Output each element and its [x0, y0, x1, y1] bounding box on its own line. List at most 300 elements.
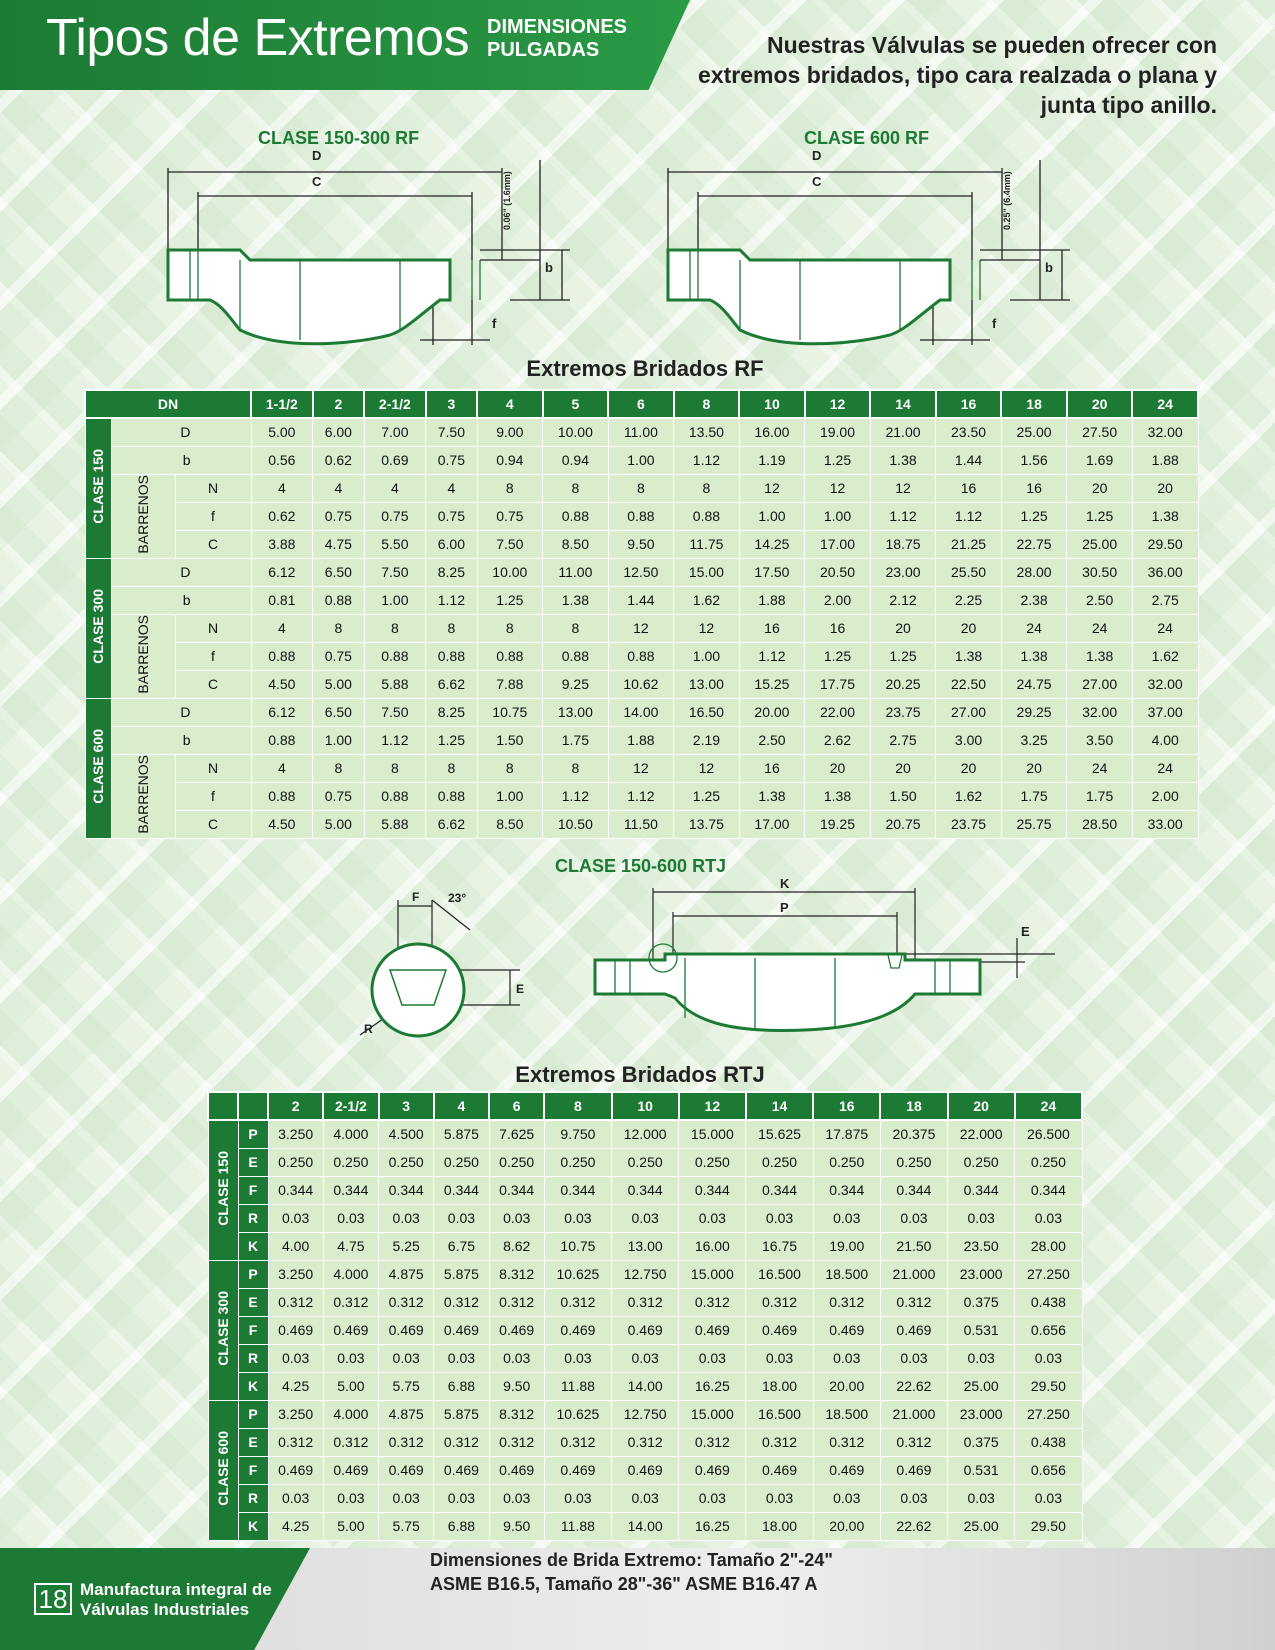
table-cell: 0.250	[379, 1148, 434, 1176]
row-label: F	[238, 1176, 268, 1204]
table-cell: 1.12	[426, 586, 477, 614]
table-cell: 29.50	[1015, 1372, 1082, 1400]
table-cell: 22.00	[805, 698, 871, 726]
table-cell: 16	[1001, 474, 1067, 502]
table-cell: 0.344	[379, 1176, 434, 1204]
table-cell: 14.00	[612, 1512, 679, 1540]
table-cell: 0.03	[813, 1484, 880, 1512]
table-cell: 0.344	[268, 1176, 323, 1204]
size-header: 4	[477, 390, 543, 418]
table-cell: 0.03	[880, 1344, 947, 1372]
table-cell: 16.00	[739, 418, 805, 446]
table-cell: 37.00	[1132, 698, 1198, 726]
row-label: P	[238, 1120, 268, 1148]
table-cell: 0.250	[948, 1148, 1015, 1176]
table-cell: 22.50	[936, 670, 1002, 698]
table-cell: 1.38	[805, 782, 871, 810]
table-row	[208, 1260, 1082, 1288]
table-cell: 0.75	[426, 446, 477, 474]
table-cell: 5.25	[379, 1232, 434, 1260]
table-cell: 0.88	[313, 586, 364, 614]
table-cell: 4.75	[323, 1232, 378, 1260]
table-cell: 0.03	[268, 1484, 323, 1512]
svg-text:R: R	[364, 1022, 373, 1036]
table-cell: 3.250	[268, 1400, 323, 1428]
size-header: 18	[1001, 390, 1067, 418]
table-cell: 0.03	[544, 1344, 611, 1372]
page-number: 18	[34, 1583, 72, 1615]
table-cell: 27.250	[1015, 1400, 1082, 1428]
table-cell: 12	[870, 474, 936, 502]
table-cell: 12	[674, 754, 740, 782]
table-cell: 18.00	[746, 1372, 813, 1400]
table-cell: 0.88	[251, 726, 313, 754]
table-cell: 25.00	[1067, 530, 1133, 558]
table-cell: 8.50	[477, 810, 543, 838]
table-cell: 0.03	[323, 1344, 378, 1372]
table-cell: 0.312	[813, 1428, 880, 1456]
flange-rf600-drawing	[650, 150, 1090, 360]
class-label-text: CLASE 600	[90, 729, 106, 804]
table-cell: 0.75	[477, 502, 543, 530]
table-cell: 4.000	[323, 1260, 378, 1288]
rtj-table-title: Extremos Bridados RTJ	[515, 1062, 765, 1087]
table-row	[208, 1288, 1082, 1316]
table-cell: 1.25	[870, 642, 936, 670]
table-cell: 20.375	[880, 1120, 947, 1148]
class-label-text: CLASE 300	[215, 1291, 231, 1366]
table-cell: 5.00	[323, 1512, 378, 1540]
table-cell: 0.469	[323, 1316, 378, 1344]
table-row	[85, 754, 1198, 782]
table-row	[85, 782, 1198, 810]
row-label: E	[238, 1148, 268, 1176]
table-cell: 0.312	[379, 1288, 434, 1316]
table-cell: 22.75	[1001, 530, 1067, 558]
table-cell: 1.50	[477, 726, 543, 754]
table-cell: 0.03	[813, 1344, 880, 1372]
table-cell: 1.12	[739, 642, 805, 670]
row-label: D	[111, 418, 251, 446]
svg-text:C: C	[312, 174, 322, 189]
table-cell: 0.03	[679, 1484, 746, 1512]
table-cell: 0.312	[489, 1428, 544, 1456]
table-cell: 0.250	[323, 1148, 378, 1176]
table-cell: 20	[870, 754, 936, 782]
table-cell: 0.312	[813, 1288, 880, 1316]
table-cell: 0.469	[268, 1316, 323, 1344]
table-cell: 8	[426, 754, 477, 782]
table-cell: 32.00	[1132, 670, 1198, 698]
svg-text:23°: 23°	[448, 891, 467, 905]
table-row	[208, 1484, 1082, 1512]
table-cell: 4.50	[251, 810, 313, 838]
table-cell: 0.312	[612, 1428, 679, 1456]
row-label: D	[111, 698, 251, 726]
barrenos-label	[111, 754, 175, 838]
table-cell: 0.03	[948, 1484, 1015, 1512]
table-cell: 11.00	[608, 418, 674, 446]
size-header: 2	[313, 390, 364, 418]
table-cell: 25.50	[936, 558, 1002, 586]
table-cell: 5.00	[313, 810, 364, 838]
table-cell: 20	[1132, 474, 1198, 502]
class-label-text: CLASE 600	[215, 1431, 231, 1506]
table-cell: 11.88	[544, 1372, 611, 1400]
table-cell: 33.00	[1132, 810, 1198, 838]
table-cell: 6.00	[426, 530, 477, 558]
table-row	[208, 1176, 1082, 1204]
table-cell: 0.88	[364, 642, 426, 670]
table-cell: 1.69	[1067, 446, 1133, 474]
table-cell: 8.50	[543, 530, 609, 558]
table-cell: 8.25	[426, 558, 477, 586]
table-cell: 18.75	[870, 530, 936, 558]
class-label-text: CLASE 150	[215, 1151, 231, 1227]
table-row	[85, 642, 1198, 670]
table-cell: 0.88	[543, 642, 609, 670]
table-cell: 10.625	[544, 1260, 611, 1288]
table-cell: 24.75	[1001, 670, 1067, 698]
rtj-label-header	[238, 1092, 268, 1120]
table-cell: 0.312	[489, 1288, 544, 1316]
table-cell: 12	[608, 614, 674, 642]
table-cell: 12.50	[608, 558, 674, 586]
table-cell: 0.88	[251, 782, 313, 810]
table-cell: 9.50	[489, 1512, 544, 1540]
table-cell: 7.00	[364, 418, 426, 446]
row-label: f	[175, 502, 251, 530]
page-title: Tipos de Extremos	[46, 9, 470, 67]
table-cell: 28.50	[1067, 810, 1133, 838]
table-cell: 0.469	[544, 1456, 611, 1484]
row-label: b	[111, 726, 251, 754]
table-cell: 4.00	[1132, 726, 1198, 754]
table-cell: 0.88	[426, 782, 477, 810]
table-cell: 1.38	[1132, 502, 1198, 530]
table-cell: 13.75	[674, 810, 740, 838]
table-cell: 11.50	[608, 810, 674, 838]
table-cell: 0.88	[674, 502, 740, 530]
table-cell: 28.00	[1001, 558, 1067, 586]
table-cell: 1.75	[543, 726, 609, 754]
class-label	[85, 698, 111, 838]
table-cell: 1.62	[674, 586, 740, 614]
table-cell: 20.75	[870, 810, 936, 838]
table-cell: 8	[364, 754, 426, 782]
table-cell: 0.344	[948, 1176, 1015, 1204]
table-cell: 0.03	[948, 1344, 1015, 1372]
barrenos-label-text: BARRENOS	[135, 755, 151, 834]
table-cell: 1.00	[805, 502, 871, 530]
table-cell: 0.469	[434, 1456, 489, 1484]
table-cell: 1.38	[936, 642, 1002, 670]
table-row	[208, 1232, 1082, 1260]
table-cell: 7.50	[364, 698, 426, 726]
table-cell: 7.625	[489, 1120, 544, 1148]
table-cell: 0.03	[379, 1344, 434, 1372]
table-cell: 4	[426, 474, 477, 502]
table-cell: 20.25	[870, 670, 936, 698]
table-cell: 1.56	[1001, 446, 1067, 474]
table-cell: 0.469	[489, 1456, 544, 1484]
table-cell: 22.62	[880, 1372, 947, 1400]
size-header: 2	[268, 1092, 323, 1120]
table-row	[208, 1456, 1082, 1484]
table-cell: 23.50	[948, 1232, 1015, 1260]
table-cell: 24	[1001, 614, 1067, 642]
table-cell: 0.88	[251, 642, 313, 670]
table-cell: 4.875	[379, 1400, 434, 1428]
table-row	[208, 1428, 1082, 1456]
table-cell: 0.88	[477, 642, 543, 670]
table-cell: 0.312	[268, 1428, 323, 1456]
size-header: 16	[813, 1092, 880, 1120]
row-label: P	[238, 1260, 268, 1288]
table-cell: 16	[739, 754, 805, 782]
table-cell: 0.03	[268, 1344, 323, 1372]
row-label: b	[111, 586, 251, 614]
table-cell: 2.12	[870, 586, 936, 614]
size-header: 8	[544, 1092, 611, 1120]
table-cell: 21.00	[870, 418, 936, 446]
table-cell: 0.469	[813, 1456, 880, 1484]
header-sub-line1: DIMENSIONES	[487, 16, 628, 38]
figure-label-rtj: CLASE 150-600 RTJ	[555, 856, 727, 876]
table-cell: 10.00	[477, 558, 543, 586]
table-cell: 4	[251, 754, 313, 782]
table-row	[208, 1120, 1082, 1148]
table-cell: 0.250	[880, 1148, 947, 1176]
table-cell: 1.25	[1067, 502, 1133, 530]
table-cell: 9.25	[543, 670, 609, 698]
svg-text:D: D	[312, 150, 322, 163]
svg-text:E: E	[516, 982, 525, 996]
table-cell: 8	[364, 614, 426, 642]
row-label: E	[238, 1428, 268, 1456]
table-cell: 3.00	[936, 726, 1002, 754]
table-cell: 0.469	[489, 1316, 544, 1344]
table-cell: 0.03	[679, 1344, 746, 1372]
svg-text:P: P	[780, 900, 789, 915]
table-cell: 19.00	[805, 418, 871, 446]
row-label: f	[175, 642, 251, 670]
table-cell: 4	[364, 474, 426, 502]
size-header: 12	[679, 1092, 746, 1120]
size-header: 14	[746, 1092, 813, 1120]
table-cell: 0.312	[746, 1288, 813, 1316]
table-cell: 1.25	[1001, 502, 1067, 530]
table-cell: 29.50	[1015, 1512, 1082, 1540]
table-cell: 0.250	[434, 1148, 489, 1176]
table-cell: 15.625	[746, 1120, 813, 1148]
table-cell: 2.19	[674, 726, 740, 754]
table-cell: 0.03	[323, 1204, 378, 1232]
table-cell: 25.00	[1001, 418, 1067, 446]
table-cell: 8	[313, 754, 364, 782]
table-cell: 22.000	[948, 1120, 1015, 1148]
table-cell: 0.469	[544, 1316, 611, 1344]
table-cell: 7.50	[477, 530, 543, 558]
table-cell: 20	[936, 614, 1002, 642]
row-label: N	[175, 614, 251, 642]
table-cell: 1.12	[936, 502, 1002, 530]
svg-text:b: b	[1045, 260, 1053, 275]
table-cell: 15.000	[679, 1120, 746, 1148]
table-cell: 29.50	[1132, 530, 1198, 558]
table-cell: 0.312	[880, 1288, 947, 1316]
table-cell: 8	[543, 474, 609, 502]
table-cell: 10.00	[543, 418, 609, 446]
table-cell: 0.438	[1015, 1428, 1082, 1456]
class-label	[85, 418, 111, 558]
row-label: E	[238, 1288, 268, 1316]
table-row	[85, 418, 1198, 446]
table-cell: 0.250	[746, 1148, 813, 1176]
row-label: K	[238, 1372, 268, 1400]
table-cell: 0.438	[1015, 1288, 1082, 1316]
table-cell: 22.62	[880, 1512, 947, 1540]
size-header: 16	[936, 390, 1002, 418]
table-cell: 4	[251, 474, 313, 502]
svg-text:C: C	[812, 174, 822, 189]
table-cell: 11.00	[543, 558, 609, 586]
table-cell: 1.12	[608, 782, 674, 810]
barrenos-label-text: BARRENOS	[135, 615, 151, 694]
class-label	[208, 1260, 238, 1400]
table-cell: 1.12	[674, 446, 740, 474]
table-row	[85, 810, 1198, 838]
table-cell: 21.000	[880, 1400, 947, 1428]
table-cell: 1.25	[426, 726, 477, 754]
table-row	[85, 614, 1198, 642]
table-cell: 4.500	[379, 1120, 434, 1148]
table-cell: 0.03	[323, 1484, 378, 1512]
table-cell: 0.312	[323, 1288, 378, 1316]
table-cell: 0.75	[313, 782, 364, 810]
table-cell: 11.75	[674, 530, 740, 558]
table-cell: 1.38	[1001, 642, 1067, 670]
size-header: 10	[739, 390, 805, 418]
table-cell: 8	[477, 754, 543, 782]
table-row	[85, 586, 1198, 614]
svg-text:E: E	[1021, 924, 1030, 939]
footer-note-line1: Dimensiones de Brida Extremo: Tamaño 2"-24"	[430, 1550, 833, 1570]
table-cell: 8	[608, 474, 674, 502]
table-cell: 2.75	[870, 726, 936, 754]
table-cell: 0.94	[543, 446, 609, 474]
table-cell: 12	[739, 474, 805, 502]
row-label: R	[238, 1204, 268, 1232]
table-cell: 5.00	[323, 1372, 378, 1400]
table-cell: 0.531	[948, 1316, 1015, 1344]
table-cell: 0.03	[612, 1344, 679, 1372]
table-cell: 5.75	[379, 1512, 434, 1540]
size-header: 6	[489, 1092, 544, 1120]
table-cell: 5.875	[434, 1260, 489, 1288]
table-cell: 0.75	[313, 642, 364, 670]
table-cell: 16	[739, 614, 805, 642]
table-cell: 0.03	[1015, 1484, 1082, 1512]
table-cell: 1.50	[870, 782, 936, 810]
table-cell: 0.375	[948, 1288, 1015, 1316]
table-cell: 8	[543, 754, 609, 782]
table-row	[85, 474, 1198, 502]
table-cell: 0.62	[313, 446, 364, 474]
table-cell: 7.50	[426, 418, 477, 446]
table-cell: 15.25	[739, 670, 805, 698]
table-cell: 0.03	[489, 1344, 544, 1372]
row-label: N	[175, 754, 251, 782]
table-cell: 0.94	[477, 446, 543, 474]
table-cell: 10.62	[608, 670, 674, 698]
table-row	[208, 1344, 1082, 1372]
table-cell: 1.19	[739, 446, 805, 474]
table-cell: 25.00	[948, 1372, 1015, 1400]
size-header: 3	[426, 390, 477, 418]
flange-rf150-drawing	[150, 150, 590, 360]
table-cell: 1.00	[674, 642, 740, 670]
row-label: K	[238, 1232, 268, 1260]
table-cell: 6.50	[313, 698, 364, 726]
table-cell: 0.344	[434, 1176, 489, 1204]
table-cell: 0.344	[1015, 1176, 1082, 1204]
table-cell: 8.62	[489, 1232, 544, 1260]
table-cell: 21.25	[936, 530, 1002, 558]
table-cell: 0.469	[612, 1456, 679, 1484]
header-subtitle	[487, 16, 627, 62]
row-label: f	[175, 782, 251, 810]
table-cell: 0.03	[612, 1484, 679, 1512]
table-cell: 26.500	[1015, 1120, 1082, 1148]
table-cell: 9.00	[477, 418, 543, 446]
row-label: R	[238, 1484, 268, 1512]
table-cell: 19.00	[813, 1232, 880, 1260]
size-header: 18	[880, 1092, 947, 1120]
table-cell: 0.03	[746, 1204, 813, 1232]
table-cell: 1.12	[364, 726, 426, 754]
table-cell: 4	[251, 614, 313, 642]
barrenos-label	[111, 474, 175, 558]
table-cell: 20.00	[813, 1372, 880, 1400]
rf600-raised-face-dim: 0.25" (6.4mm)	[1002, 171, 1012, 230]
table-cell: 0.250	[544, 1148, 611, 1176]
table-cell: 0.88	[364, 782, 426, 810]
table-cell: 0.531	[948, 1456, 1015, 1484]
table-cell: 27.50	[1067, 418, 1133, 446]
table-cell: 0.469	[679, 1456, 746, 1484]
table-cell: 23.000	[948, 1400, 1015, 1428]
table-cell: 6.62	[426, 810, 477, 838]
table-cell: 18.500	[813, 1260, 880, 1288]
table-cell: 13.00	[612, 1232, 679, 1260]
size-header: 14	[870, 390, 936, 418]
table-cell: 0.312	[268, 1288, 323, 1316]
table-cell: 17.00	[805, 530, 871, 558]
svg-text:K: K	[780, 878, 790, 891]
table-cell: 20	[805, 754, 871, 782]
table-cell: 0.344	[679, 1176, 746, 1204]
table-cell: 0.03	[1015, 1204, 1082, 1232]
table-cell: 27.00	[936, 698, 1002, 726]
table-cell: 20	[870, 614, 936, 642]
table-cell: 1.12	[543, 782, 609, 810]
table-cell: 20	[1001, 754, 1067, 782]
table-cell: 24	[1067, 614, 1133, 642]
table-cell: 18.500	[813, 1400, 880, 1428]
table-cell: 32.00	[1067, 698, 1133, 726]
svg-text:F: F	[412, 890, 420, 904]
